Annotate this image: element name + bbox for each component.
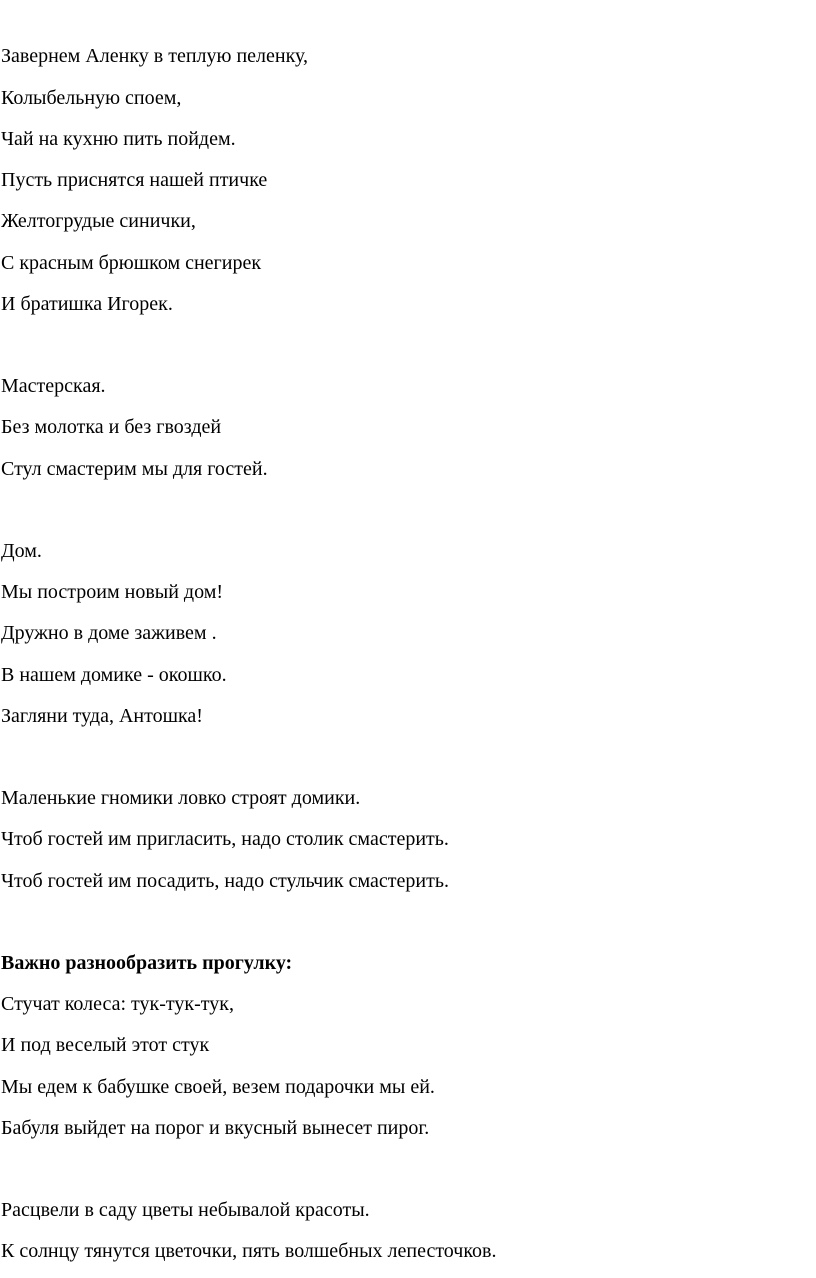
poem-line: Загляни туда, Антошка!	[1, 705, 203, 727]
poem-line: Маленькие гномики ловко строят домики.	[1, 787, 361, 809]
poem-line: Чтоб гостей им посадить, надо стульчик смастерить.	[1, 870, 449, 892]
poem-line: И под веселый этот стук	[1, 1034, 210, 1056]
poem-line: К солнцу тянутся цветочки, пять волшебных лепесточков.	[1, 1240, 497, 1262]
poem-line: Пусть приснятся нашей птичке	[1, 169, 268, 191]
poem-line: Расцвели в саду цветы небывалой красоты.	[1, 1199, 370, 1221]
poem-line: Чай на кухню пить пойдем.	[1, 128, 236, 150]
poem-line: Мы едем к бабушке своей, везем подарочки мы ей.	[1, 1076, 435, 1098]
section-title: Мастерская.	[1, 375, 106, 397]
poem-line: Без молотка и без гвоздей	[1, 416, 222, 438]
poem-line: Мы построим новый дом!	[1, 581, 224, 603]
section-title: Дом.	[1, 540, 42, 562]
poem-line: Завернем Аленку в теплую пеленку,	[1, 45, 309, 67]
poem-line: Дружно в доме заживем .	[1, 622, 217, 644]
poem-line: Колыбельную споем,	[1, 87, 182, 109]
poem-line: Стучат колеса: тук-тук-тук,	[1, 993, 234, 1015]
poem-line: С красным брюшком снегирек	[1, 252, 262, 274]
poem-line: Чтоб гостей им пригласить, надо столик смастерить.	[1, 828, 449, 850]
section-heading: Важно разнообразить прогулку:	[1, 952, 293, 974]
poem-line: Желтогрудые синички,	[1, 210, 196, 232]
poem-line: Стул смастерим мы для гостей.	[1, 458, 268, 480]
poem-line: В нашем домике - окошко.	[1, 664, 227, 686]
poem-line: И братишка Игорек.	[1, 293, 173, 315]
poem-line: Бабуля выйдет на порог и вкусный вынесет пирог.	[1, 1117, 430, 1139]
